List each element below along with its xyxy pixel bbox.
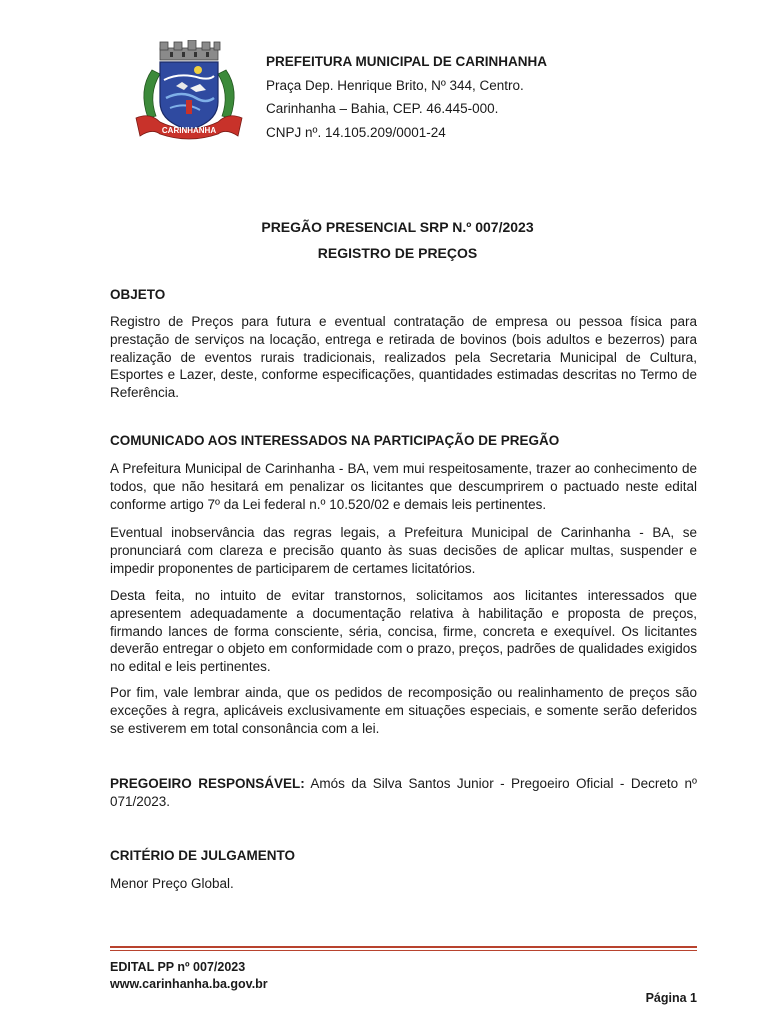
pregoeiro-text: Amós da Silva Santos Junior - Pregoeiro Oficial - Decreto nº 071/2023. — [110, 776, 697, 809]
document-subtitle: REGISTRO DE PREÇOS — [317, 245, 478, 261]
comunicado-paragraph: A Prefeitura Municipal de Carinhanha - BA, vem mui respeitosamente, trazer ao conhecimento de todos, que não hesitará em penalizar os licitantes que descumprirem o pactuado neste edital conforme artigo 7º da Lei federal n.º 10.520/02 e demais leis pertinentes. — [110, 461, 697, 512]
objeto-text: Registro de Preços para futura e eventual contratação de empresa ou pessoa física para prestação de serviços na locação, entrega e retirada de bovinos (bois adultos e bezerros) para realização de eventos rurais tradicionais, realizados pela Secretaria Municipal de Cultura, Esportes e Lazer, deste, conforme especificações, quantidades estimadas descritas no Termo de Referência. — [110, 314, 697, 401]
org-name: PREFEITURA MUNICIPAL DE CARINHANHA — [266, 54, 548, 69]
criterio-text: Menor Preço Global. — [110, 876, 234, 891]
document-title: PREGÃO PRESENCIAL SRP N.º 007/2023 — [261, 219, 534, 235]
crest-banner-text: CARINHANHA — [161, 126, 217, 135]
comunicado-paragraph: Por fim, vale lembrar ainda, que os pedidos de recomposição ou realinhamento de preços são exceções à regra, aplicáveis exclusivamente em situações especiais, e somente serão deferidos se estiverem em total consonância com a lei. — [110, 685, 697, 736]
footer — [110, 959, 268, 993]
pregoeiro-label: PREGOEIRO RESPONSÁVEL: — [110, 776, 305, 791]
criterio-heading: CRITÉRIO DE JULGAMENTO — [110, 848, 296, 863]
footer-edital: EDITAL PP nº 007/2023 — [110, 960, 246, 974]
pregoeiro-paragraph — [110, 775, 697, 811]
footer-website: www.carinhanha.ba.gov.br — [110, 977, 268, 991]
org-address: Praça Dep. Henrique Brito, Nº 344, Centro. — [266, 77, 524, 93]
footer-divider — [110, 946, 697, 951]
page-number: Página 1 — [645, 991, 697, 1005]
letterhead — [266, 50, 547, 144]
comunicado-paragraph: Desta feita, no intuito de evitar transtornos, solicitamos aos licitantes interessados que apresentem adequadamente a documentação relativa à habilitação e proposta de preços, firmando lances de forma consciente, séria, concisa, firme, concreta e exequível. Os licitantes deverão entregar o objeto em conformidade com o prazo, preços, padrões de qualidades exigidos no edital e leis pertinentes. — [110, 588, 697, 675]
objeto-heading: OBJETO — [110, 287, 166, 302]
municipal-crest-logo — [130, 40, 248, 142]
org-city: Carinhanha – Bahia, CEP. 46.445-000. — [266, 101, 499, 116]
comunicado-heading: COMUNICADO AOS INTERESSADOS NA PARTICIPAÇÃO DE PREGÃO — [110, 433, 560, 448]
org-cnpj: CNPJ nº. 14.105.209/0001-24 — [266, 124, 446, 140]
comunicado-paragraph: Eventual inobservância das regras legais, a Prefeitura Municipal de Carinhanha - BA, se pronunciará com clareza e precisão quanto às suas decisões de aplicar multas, suspender e impedir proponentes de participarem de certames licitatórios. — [110, 525, 697, 576]
